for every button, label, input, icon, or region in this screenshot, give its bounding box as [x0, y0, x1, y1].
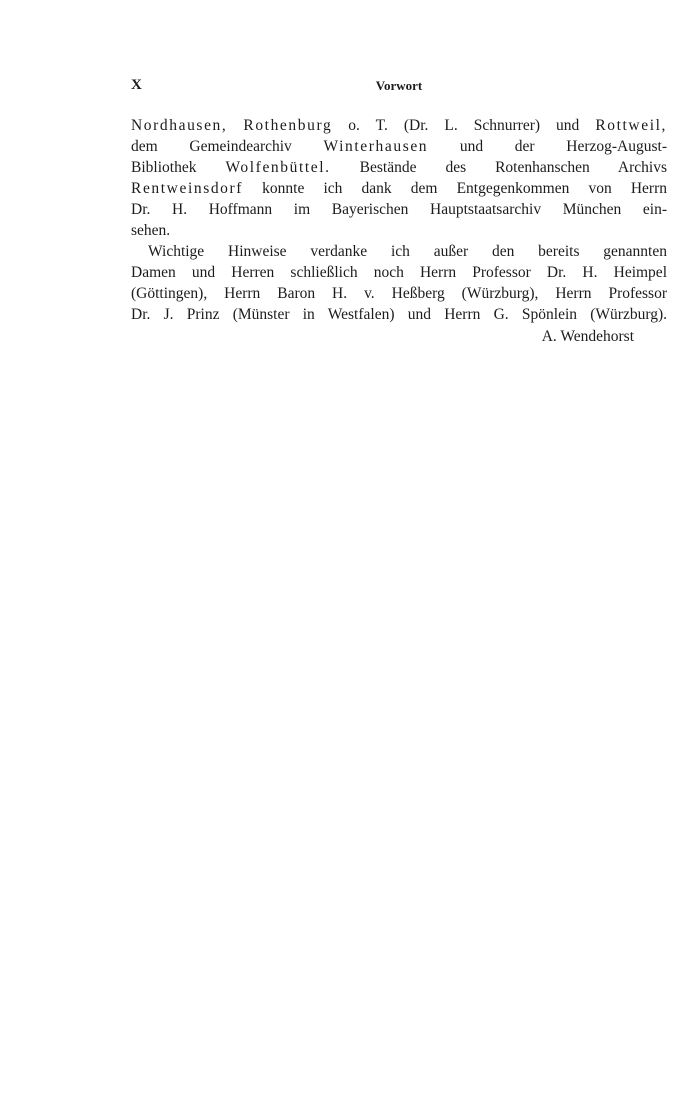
text-span: dem Gemeindearchiv	[131, 138, 324, 155]
running-head: Vorwort	[375, 78, 423, 93]
page-header	[131, 77, 667, 97]
text-span: Bibliothek	[131, 159, 226, 176]
place-name: Winterhausen	[323, 138, 429, 155]
text-line	[131, 157, 667, 178]
place-name: Rothenburg	[243, 117, 333, 134]
text-line: sehen.	[131, 222, 171, 239]
place-name: Nordhausen,	[131, 117, 228, 134]
signature: A. Wendehorst	[541, 328, 634, 345]
text-line: Wichtige Hinweise verdanke ich außer den bereits genannten	[148, 243, 667, 260]
text-line	[131, 178, 667, 199]
page-number: X	[131, 77, 143, 93]
text-line: (Göttingen), Herrn Baron H. v. Heßberg (Würzburg), Herrn Professor	[131, 285, 667, 302]
body-text	[131, 115, 667, 325]
text-line	[131, 115, 667, 136]
place-name: Rentweinsdorf	[131, 180, 244, 197]
text-line: Damen und Herren schließlich noch Herrn Professor Dr. H. Heimpel	[131, 264, 667, 281]
text-span: o. T. (Dr. L. Schnurrer) und	[332, 117, 596, 134]
text-line: Dr. J. Prinz (Münster in Westfalen) und Herrn G. Spönlein (Würzburg).	[131, 306, 667, 323]
text-span: Bestände des Rotenhanschen Archivs	[330, 159, 667, 176]
place-name: Wolfenbüttel.	[225, 159, 331, 176]
text-line	[131, 136, 667, 157]
text-span: konnte ich dank dem Entgegenkommen von Herrn	[243, 180, 667, 197]
text-line: Dr. H. Hoffmann im Bayerischen Hauptstaatsarchiv München ein-	[131, 201, 667, 218]
place-name: Rottweil,	[595, 117, 667, 134]
text-span: und der Herzog-August-	[428, 138, 667, 155]
